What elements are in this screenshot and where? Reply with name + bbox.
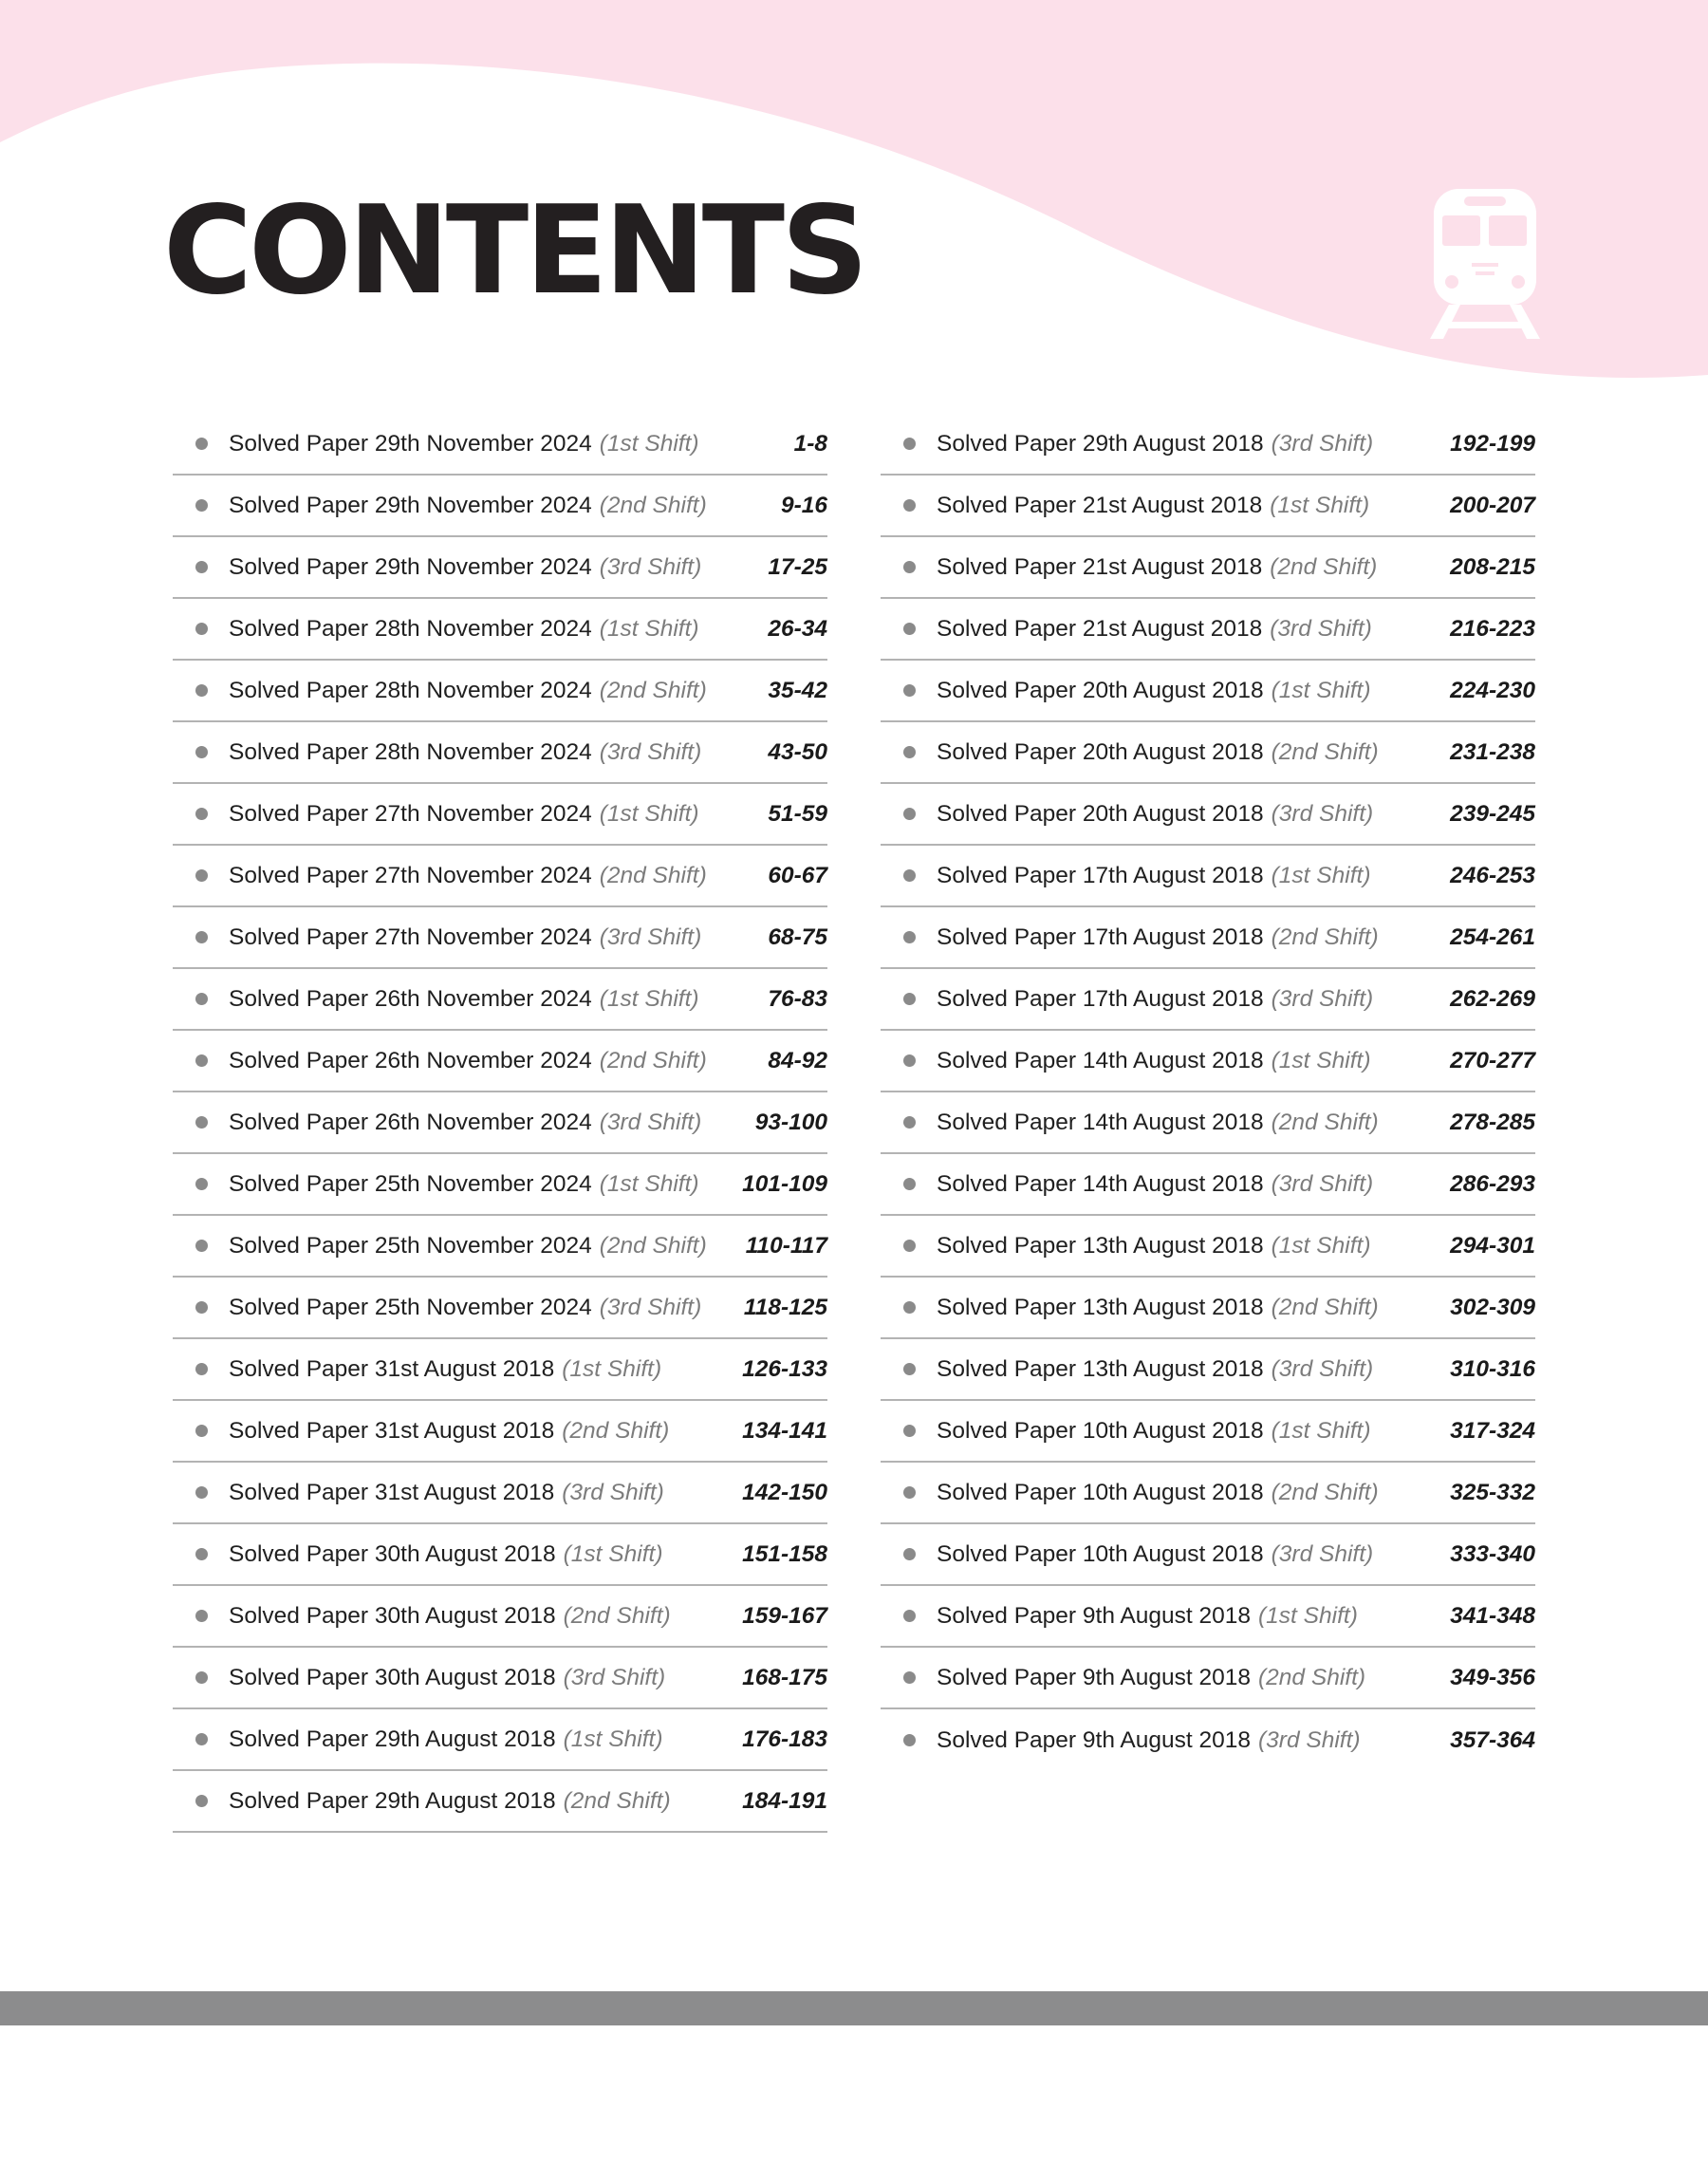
entry-page-range: 302-309: [1450, 1294, 1535, 1320]
bullet-icon: [903, 931, 916, 943]
entry-title: Solved Paper 14th August 2018: [937, 1170, 1264, 1197]
entry-shift: (1st Shift): [1270, 492, 1370, 518]
entry-title: Solved Paper 31st August 2018: [229, 1355, 555, 1382]
contents-entry[interactable]: [881, 722, 1535, 784]
entry-page-range: 76-83: [768, 985, 827, 1012]
entry-page-range: 286-293: [1450, 1170, 1535, 1197]
entry-page-range: 110-117: [745, 1232, 827, 1259]
entry-title: Solved Paper 27th November 2024: [229, 924, 592, 950]
bullet-icon: [903, 1116, 916, 1129]
entry-title: Solved Paper 25th November 2024: [229, 1170, 592, 1197]
contents-entry[interactable]: [173, 1771, 827, 1833]
entry-title: Solved Paper 29th November 2024: [229, 553, 592, 580]
contents-entry[interactable]: [173, 969, 827, 1031]
entry-page-range: 26-34: [768, 615, 827, 642]
entry-page-range: 134-141: [742, 1417, 827, 1444]
contents-entry[interactable]: [881, 661, 1535, 722]
entry-shift: (3rd Shift): [1271, 1540, 1374, 1567]
bullet-icon: [903, 1734, 916, 1746]
entry-page-range: 208-215: [1450, 553, 1535, 580]
entry-shift: (3rd Shift): [1271, 1170, 1374, 1197]
entry-page-range: 278-285: [1450, 1109, 1535, 1135]
bullet-icon: [195, 1363, 208, 1375]
contents-entry[interactable]: [173, 537, 827, 599]
bullet-icon: [903, 993, 916, 1005]
contents-entry[interactable]: [881, 1216, 1535, 1278]
entry-title: Solved Paper 25th November 2024: [229, 1232, 592, 1259]
entry-title: Solved Paper 27th November 2024: [229, 862, 592, 888]
bullet-icon: [195, 1054, 208, 1067]
entry-shift: (3rd Shift): [563, 1664, 666, 1690]
contents-entry[interactable]: [881, 1154, 1535, 1216]
bullet-icon: [195, 1178, 208, 1190]
entry-shift: (2nd Shift): [1271, 1109, 1379, 1135]
entry-shift: (2nd Shift): [1258, 1664, 1366, 1690]
entry-shift: (1st Shift): [1271, 677, 1371, 703]
bullet-icon: [195, 993, 208, 1005]
bullet-icon: [903, 1178, 916, 1190]
entry-title: Solved Paper 21st August 2018: [937, 553, 1263, 580]
entry-title: Solved Paper 27th November 2024: [229, 800, 592, 827]
bullet-icon: [903, 1240, 916, 1252]
entry-shift: (2nd Shift): [1271, 924, 1379, 950]
entry-page-range: 51-59: [768, 800, 827, 827]
entry-page-range: 341-348: [1450, 1602, 1535, 1629]
entry-page-range: 192-199: [1450, 430, 1535, 457]
contents-entry[interactable]: [881, 1278, 1535, 1339]
entry-page-range: 176-183: [742, 1726, 827, 1752]
entry-page-range: 159-167: [742, 1602, 827, 1629]
entry-page-range: 262-269: [1450, 985, 1535, 1012]
entry-page-range: 216-223: [1450, 615, 1535, 642]
entry-shift: (2nd Shift): [599, 1232, 707, 1259]
contents-column-left: [173, 414, 827, 1833]
entry-shift: (2nd Shift): [1271, 1294, 1379, 1320]
entry-page-range: 333-340: [1450, 1540, 1535, 1567]
entry-shift: (1st Shift): [599, 615, 699, 642]
contents-entry[interactable]: [881, 537, 1535, 599]
entry-shift: (3rd Shift): [599, 924, 702, 950]
entry-title: Solved Paper 29th November 2024: [229, 430, 592, 457]
entry-title: Solved Paper 28th November 2024: [229, 615, 592, 642]
entry-shift: (3rd Shift): [599, 1109, 702, 1135]
entry-page-range: 43-50: [768, 738, 827, 765]
entry-page-range: 93-100: [754, 1109, 827, 1135]
contents-entry[interactable]: [173, 1648, 827, 1709]
entry-title: Solved Paper 26th November 2024: [229, 1109, 592, 1135]
bullet-icon: [195, 561, 208, 573]
contents-entry[interactable]: [173, 1339, 827, 1401]
entry-page-range: 325-332: [1450, 1479, 1535, 1505]
contents-entry[interactable]: [881, 1339, 1535, 1401]
entry-title: Solved Paper 30th August 2018: [229, 1602, 556, 1629]
entry-page-range: 168-175: [742, 1664, 827, 1690]
entry-shift: (2nd Shift): [563, 1602, 671, 1629]
entry-shift: (3rd Shift): [1271, 1355, 1374, 1382]
entry-page-range: 231-238: [1450, 738, 1535, 765]
entry-shift: (3rd Shift): [599, 1294, 702, 1320]
entry-title: Solved Paper 26th November 2024: [229, 1047, 592, 1073]
entry-shift: (3rd Shift): [599, 553, 702, 580]
entry-title: Solved Paper 9th August 2018: [937, 1664, 1252, 1690]
bullet-icon: [195, 869, 208, 882]
entry-page-range: 224-230: [1450, 677, 1535, 703]
entry-title: Solved Paper 17th August 2018: [937, 985, 1264, 1012]
contents-entry[interactable]: [173, 1463, 827, 1524]
contents-entry[interactable]: [881, 414, 1535, 476]
entry-title: Solved Paper 25th November 2024: [229, 1294, 592, 1320]
bullet-icon: [903, 746, 916, 758]
bullet-icon: [195, 1795, 208, 1807]
bullet-icon: [903, 438, 916, 450]
entry-title: Solved Paper 30th August 2018: [229, 1664, 556, 1690]
contents-entry[interactable]: [173, 1524, 827, 1586]
page-title: CONTENTS: [163, 180, 865, 322]
entry-shift: (2nd Shift): [562, 1417, 670, 1444]
bullet-icon: [195, 1116, 208, 1129]
contents-entry[interactable]: [173, 599, 827, 661]
contents-entry[interactable]: [881, 907, 1535, 969]
entry-title: Solved Paper 10th August 2018: [937, 1479, 1264, 1505]
contents-entry[interactable]: [173, 661, 827, 722]
entry-page-range: 270-277: [1450, 1047, 1535, 1073]
bullet-icon: [195, 1240, 208, 1252]
bullet-icon: [195, 746, 208, 758]
entry-title: Solved Paper 21st August 2018: [937, 492, 1263, 518]
entry-page-range: 239-245: [1450, 800, 1535, 827]
bullet-icon: [195, 1548, 208, 1560]
contents-entry[interactable]: [881, 1463, 1535, 1524]
bullet-icon: [195, 808, 208, 820]
entry-shift: (3rd Shift): [1271, 800, 1374, 827]
entry-title: Solved Paper 17th August 2018: [937, 862, 1264, 888]
entry-title: Solved Paper 9th August 2018: [937, 1602, 1252, 1629]
contents-entry[interactable]: [881, 599, 1535, 661]
entry-title: Solved Paper 29th August 2018: [229, 1787, 556, 1814]
contents-entry[interactable]: [881, 784, 1535, 846]
contents-entry[interactable]: [173, 1586, 827, 1648]
entry-page-range: 35-42: [768, 677, 827, 703]
contents-entry[interactable]: [881, 1709, 1535, 1771]
contents-entry[interactable]: [881, 1401, 1535, 1463]
entry-page-range: 310-316: [1450, 1355, 1535, 1382]
bullet-icon: [903, 1671, 916, 1684]
bullet-icon: [903, 869, 916, 882]
contents-entry[interactable]: [173, 1154, 827, 1216]
contents-entry[interactable]: [881, 1031, 1535, 1092]
entry-title: Solved Paper 13th August 2018: [937, 1355, 1264, 1382]
entry-page-range: 246-253: [1450, 862, 1535, 888]
contents-entry[interactable]: [173, 1092, 827, 1154]
contents-entry[interactable]: [173, 1709, 827, 1771]
bullet-icon: [903, 684, 916, 697]
entry-title: Solved Paper 13th August 2018: [937, 1232, 1264, 1259]
contents-entry[interactable]: [173, 722, 827, 784]
entry-page-range: 357-364: [1450, 1726, 1535, 1753]
entry-title: Solved Paper 9th August 2018: [937, 1726, 1252, 1753]
entry-shift: (2nd Shift): [599, 862, 707, 888]
entry-page-range: 1-8: [793, 430, 827, 457]
entry-title: Solved Paper 30th August 2018: [229, 1540, 556, 1567]
entry-title: Solved Paper 31st August 2018: [229, 1417, 555, 1444]
entry-shift: (2nd Shift): [563, 1787, 671, 1814]
bullet-icon: [903, 1425, 916, 1437]
entry-title: Solved Paper 31st August 2018: [229, 1479, 555, 1505]
entry-shift: (1st Shift): [599, 800, 699, 827]
bullet-icon: [195, 1733, 208, 1745]
entry-page-range: 17-25: [768, 553, 827, 580]
bullet-icon: [903, 499, 916, 512]
contents-entry[interactable]: [173, 846, 827, 907]
entry-shift: (3rd Shift): [562, 1479, 664, 1505]
entry-shift: (2nd Shift): [1271, 1479, 1379, 1505]
entry-page-range: 151-158: [742, 1540, 827, 1567]
bullet-icon: [903, 1363, 916, 1375]
entry-page-range: 101-109: [742, 1170, 827, 1197]
entry-title: Solved Paper 20th August 2018: [937, 800, 1264, 827]
bullet-icon: [903, 1054, 916, 1067]
entry-shift: (1st Shift): [562, 1355, 662, 1382]
contents-entry[interactable]: [173, 476, 827, 537]
entry-shift: (3rd Shift): [599, 738, 702, 765]
bullet-icon: [195, 623, 208, 635]
entry-page-range: 200-207: [1450, 492, 1535, 518]
entry-page-range: 317-324: [1450, 1417, 1535, 1444]
bullet-icon: [195, 438, 208, 450]
entry-shift: (1st Shift): [599, 1170, 699, 1197]
entry-page-range: 68-75: [768, 924, 827, 950]
entry-title: Solved Paper 14th August 2018: [937, 1047, 1264, 1073]
entry-shift: (3rd Shift): [1271, 985, 1374, 1012]
entry-shift: (2nd Shift): [599, 1047, 707, 1073]
entry-title: Solved Paper 29th August 2018: [937, 430, 1264, 457]
contents-entry[interactable]: [881, 476, 1535, 537]
bullet-icon: [903, 808, 916, 820]
entry-title: Solved Paper 26th November 2024: [229, 985, 592, 1012]
contents-entry[interactable]: [173, 1401, 827, 1463]
bullet-icon: [195, 1301, 208, 1314]
contents-column-right: [881, 414, 1535, 1771]
contents-entry[interactable]: [173, 1031, 827, 1092]
entry-page-range: 118-125: [743, 1294, 827, 1320]
bullet-icon: [903, 623, 916, 635]
contents-entry[interactable]: [173, 784, 827, 846]
train-icon: [1428, 187, 1542, 341]
entry-title: Solved Paper 14th August 2018: [937, 1109, 1264, 1135]
entry-page-range: 9-16: [780, 492, 827, 518]
bullet-icon: [195, 1425, 208, 1437]
bullet-icon: [195, 1671, 208, 1684]
entry-shift: (3rd Shift): [1258, 1726, 1361, 1753]
contents-entry[interactable]: [881, 1092, 1535, 1154]
entry-title: Solved Paper 10th August 2018: [937, 1540, 1264, 1567]
contents-entry[interactable]: [881, 846, 1535, 907]
entry-shift: (1st Shift): [1271, 862, 1371, 888]
bullet-icon: [903, 1548, 916, 1560]
bullet-icon: [903, 1486, 916, 1499]
contents-entry[interactable]: [881, 1586, 1535, 1648]
entry-page-range: 126-133: [742, 1355, 827, 1382]
contents-entry[interactable]: [173, 414, 827, 476]
bullet-icon: [195, 499, 208, 512]
entry-page-range: 254-261: [1450, 924, 1535, 950]
entry-shift: (2nd Shift): [599, 677, 707, 703]
bullet-icon: [195, 684, 208, 697]
entry-shift: (2nd Shift): [599, 492, 707, 518]
entry-title: Solved Paper 28th November 2024: [229, 738, 592, 765]
entry-page-range: 349-356: [1450, 1664, 1535, 1690]
entry-title: Solved Paper 20th August 2018: [937, 738, 1264, 765]
entry-shift: (1st Shift): [563, 1726, 663, 1752]
footer-bar: [0, 1991, 1708, 2025]
entry-page-range: 184-191: [742, 1787, 827, 1814]
entry-title: Solved Paper 20th August 2018: [937, 677, 1264, 703]
entry-page-range: 84-92: [768, 1047, 827, 1073]
entry-title: Solved Paper 29th August 2018: [229, 1726, 556, 1752]
entry-title: Solved Paper 28th November 2024: [229, 677, 592, 703]
bullet-icon: [903, 1610, 916, 1622]
entry-page-range: 60-67: [768, 862, 827, 888]
entry-shift: (1st Shift): [1271, 1417, 1371, 1444]
entry-title: Solved Paper 10th August 2018: [937, 1417, 1264, 1444]
entry-shift: (3rd Shift): [1270, 615, 1372, 642]
entry-shift: (1st Shift): [1258, 1602, 1358, 1629]
entry-shift: (1st Shift): [1271, 1047, 1371, 1073]
bullet-icon: [195, 1486, 208, 1499]
entry-page-range: 142-150: [742, 1479, 827, 1505]
entry-shift: (2nd Shift): [1270, 553, 1378, 580]
bullet-icon: [903, 1301, 916, 1314]
entry-shift: (1st Shift): [599, 985, 699, 1012]
contents-entry[interactable]: [881, 1524, 1535, 1586]
bullet-icon: [195, 1610, 208, 1622]
entry-shift: (2nd Shift): [1271, 738, 1379, 765]
bullet-icon: [903, 561, 916, 573]
entry-title: Solved Paper 29th November 2024: [229, 492, 592, 518]
contents-entry[interactable]: [173, 1278, 827, 1339]
contents-entry[interactable]: [881, 1648, 1535, 1709]
bullet-icon: [195, 931, 208, 943]
contents-entry[interactable]: [881, 969, 1535, 1031]
entry-shift: (1st Shift): [599, 430, 699, 457]
entry-title: Solved Paper 17th August 2018: [937, 924, 1264, 950]
entry-title: Solved Paper 13th August 2018: [937, 1294, 1264, 1320]
entry-page-range: 294-301: [1450, 1232, 1535, 1259]
entry-shift: (1st Shift): [563, 1540, 663, 1567]
entry-title: Solved Paper 21st August 2018: [937, 615, 1263, 642]
contents-entry[interactable]: [173, 907, 827, 969]
entry-shift: (1st Shift): [1271, 1232, 1371, 1259]
contents-entry[interactable]: [173, 1216, 827, 1278]
entry-shift: (3rd Shift): [1271, 430, 1374, 457]
